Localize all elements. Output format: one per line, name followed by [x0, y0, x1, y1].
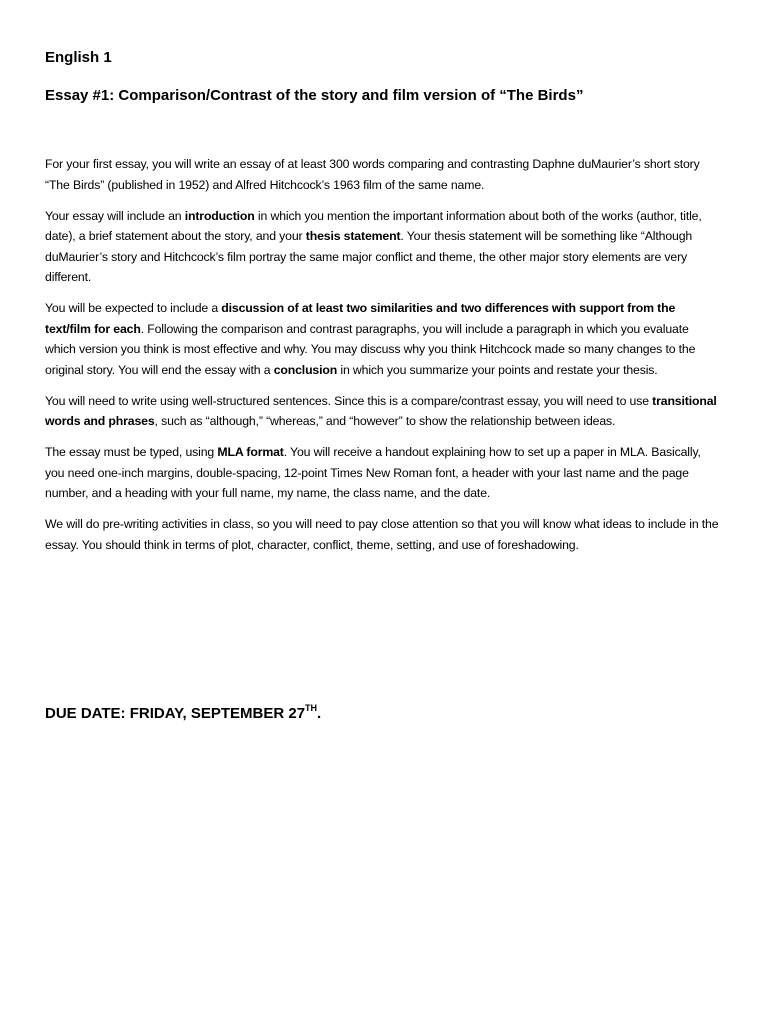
bold-term-transitions: transitional words and phrases: [45, 393, 717, 428]
due-date-text: DUE DATE: FRIDAY, SEPTEMBER 27: [45, 705, 306, 722]
paragraph-text: , such as “although,” “whereas,” and “however” to show the relationship between ideas.: [154, 414, 616, 428]
bold-term-discussion: discussion of at least two similarities and two differences with support from the text/film for each: [45, 301, 676, 336]
paragraph-text: . You will receive a handout explaining how to set up a paper in MLA. Basically, you need one-inch margins, double-spacing, 12-point Times New Roman font, a header with your last name and the page number, and a heading with your full name, my name, the class name, and the date.: [45, 445, 701, 500]
bold-term-thesis: thesis statement: [305, 229, 401, 243]
paragraph-text: . Your thesis statement will be something like “Although duMaurier’s story and Hitchcock’s film portray the same major conflict and theme, the other major story elements are very different.: [45, 229, 693, 284]
paragraph-text: The essay must be typed, using: [45, 445, 218, 459]
paragraph-sentences: [45, 391, 721, 432]
paragraph-discussion: [45, 298, 721, 380]
paragraph-text: Your essay will include an: [45, 208, 185, 223]
paragraph-prewriting: We will do pre-writing activities in class, so you will need to pay close attention so that you will know what ideas to include in the essay. You should think in terms of plot, character, conflict, theme, setting, and use of foreshadowing.: [45, 517, 719, 552]
due-date: [45, 705, 321, 722]
paragraph-format: [45, 442, 721, 504]
paragraph-overview: For your first essay, you will write an essay of at least 300 words comparing and contrasting Daphne duMaurier’s short story “The Birds” (published in 1952) and Alfred Hitchcock’s 1963 film of the same name.: [45, 157, 700, 192]
essay-title: Essay #1: Comparison/Contrast of the story and film version of “The Birds”: [45, 87, 584, 104]
assignment-body: [45, 154, 721, 566]
course-name: English 1: [45, 49, 112, 66]
bold-term-introduction: introduction: [184, 208, 255, 223]
paragraph-text: in which you mention the important information about both of the works (author, title, date), a brief statement about the story, and your: [45, 208, 702, 243]
paragraph-text: in which you summarize your points and restate your thesis.: [337, 362, 658, 377]
paragraph-text: . Following the comparison and contrast paragraphs, you will include a paragraph in which you evaluate which version you think is most effective and why. You may discuss why you think Hitchcock made so many changes to the original story. You will end the essay with a: [45, 321, 696, 377]
paragraph-text: You will need to write using well-structured sentences. Since this is a compare/contrast essay, you will need to use: [45, 393, 653, 408]
paragraph-introduction: [45, 206, 721, 288]
due-date-period: .: [317, 705, 322, 722]
bold-term-conclusion: conclusion: [273, 362, 338, 377]
bold-term-mla: MLA format: [217, 445, 284, 459]
due-date-ordinal: TH: [305, 703, 318, 713]
paragraph-text: You will be expected to include a: [45, 301, 222, 315]
